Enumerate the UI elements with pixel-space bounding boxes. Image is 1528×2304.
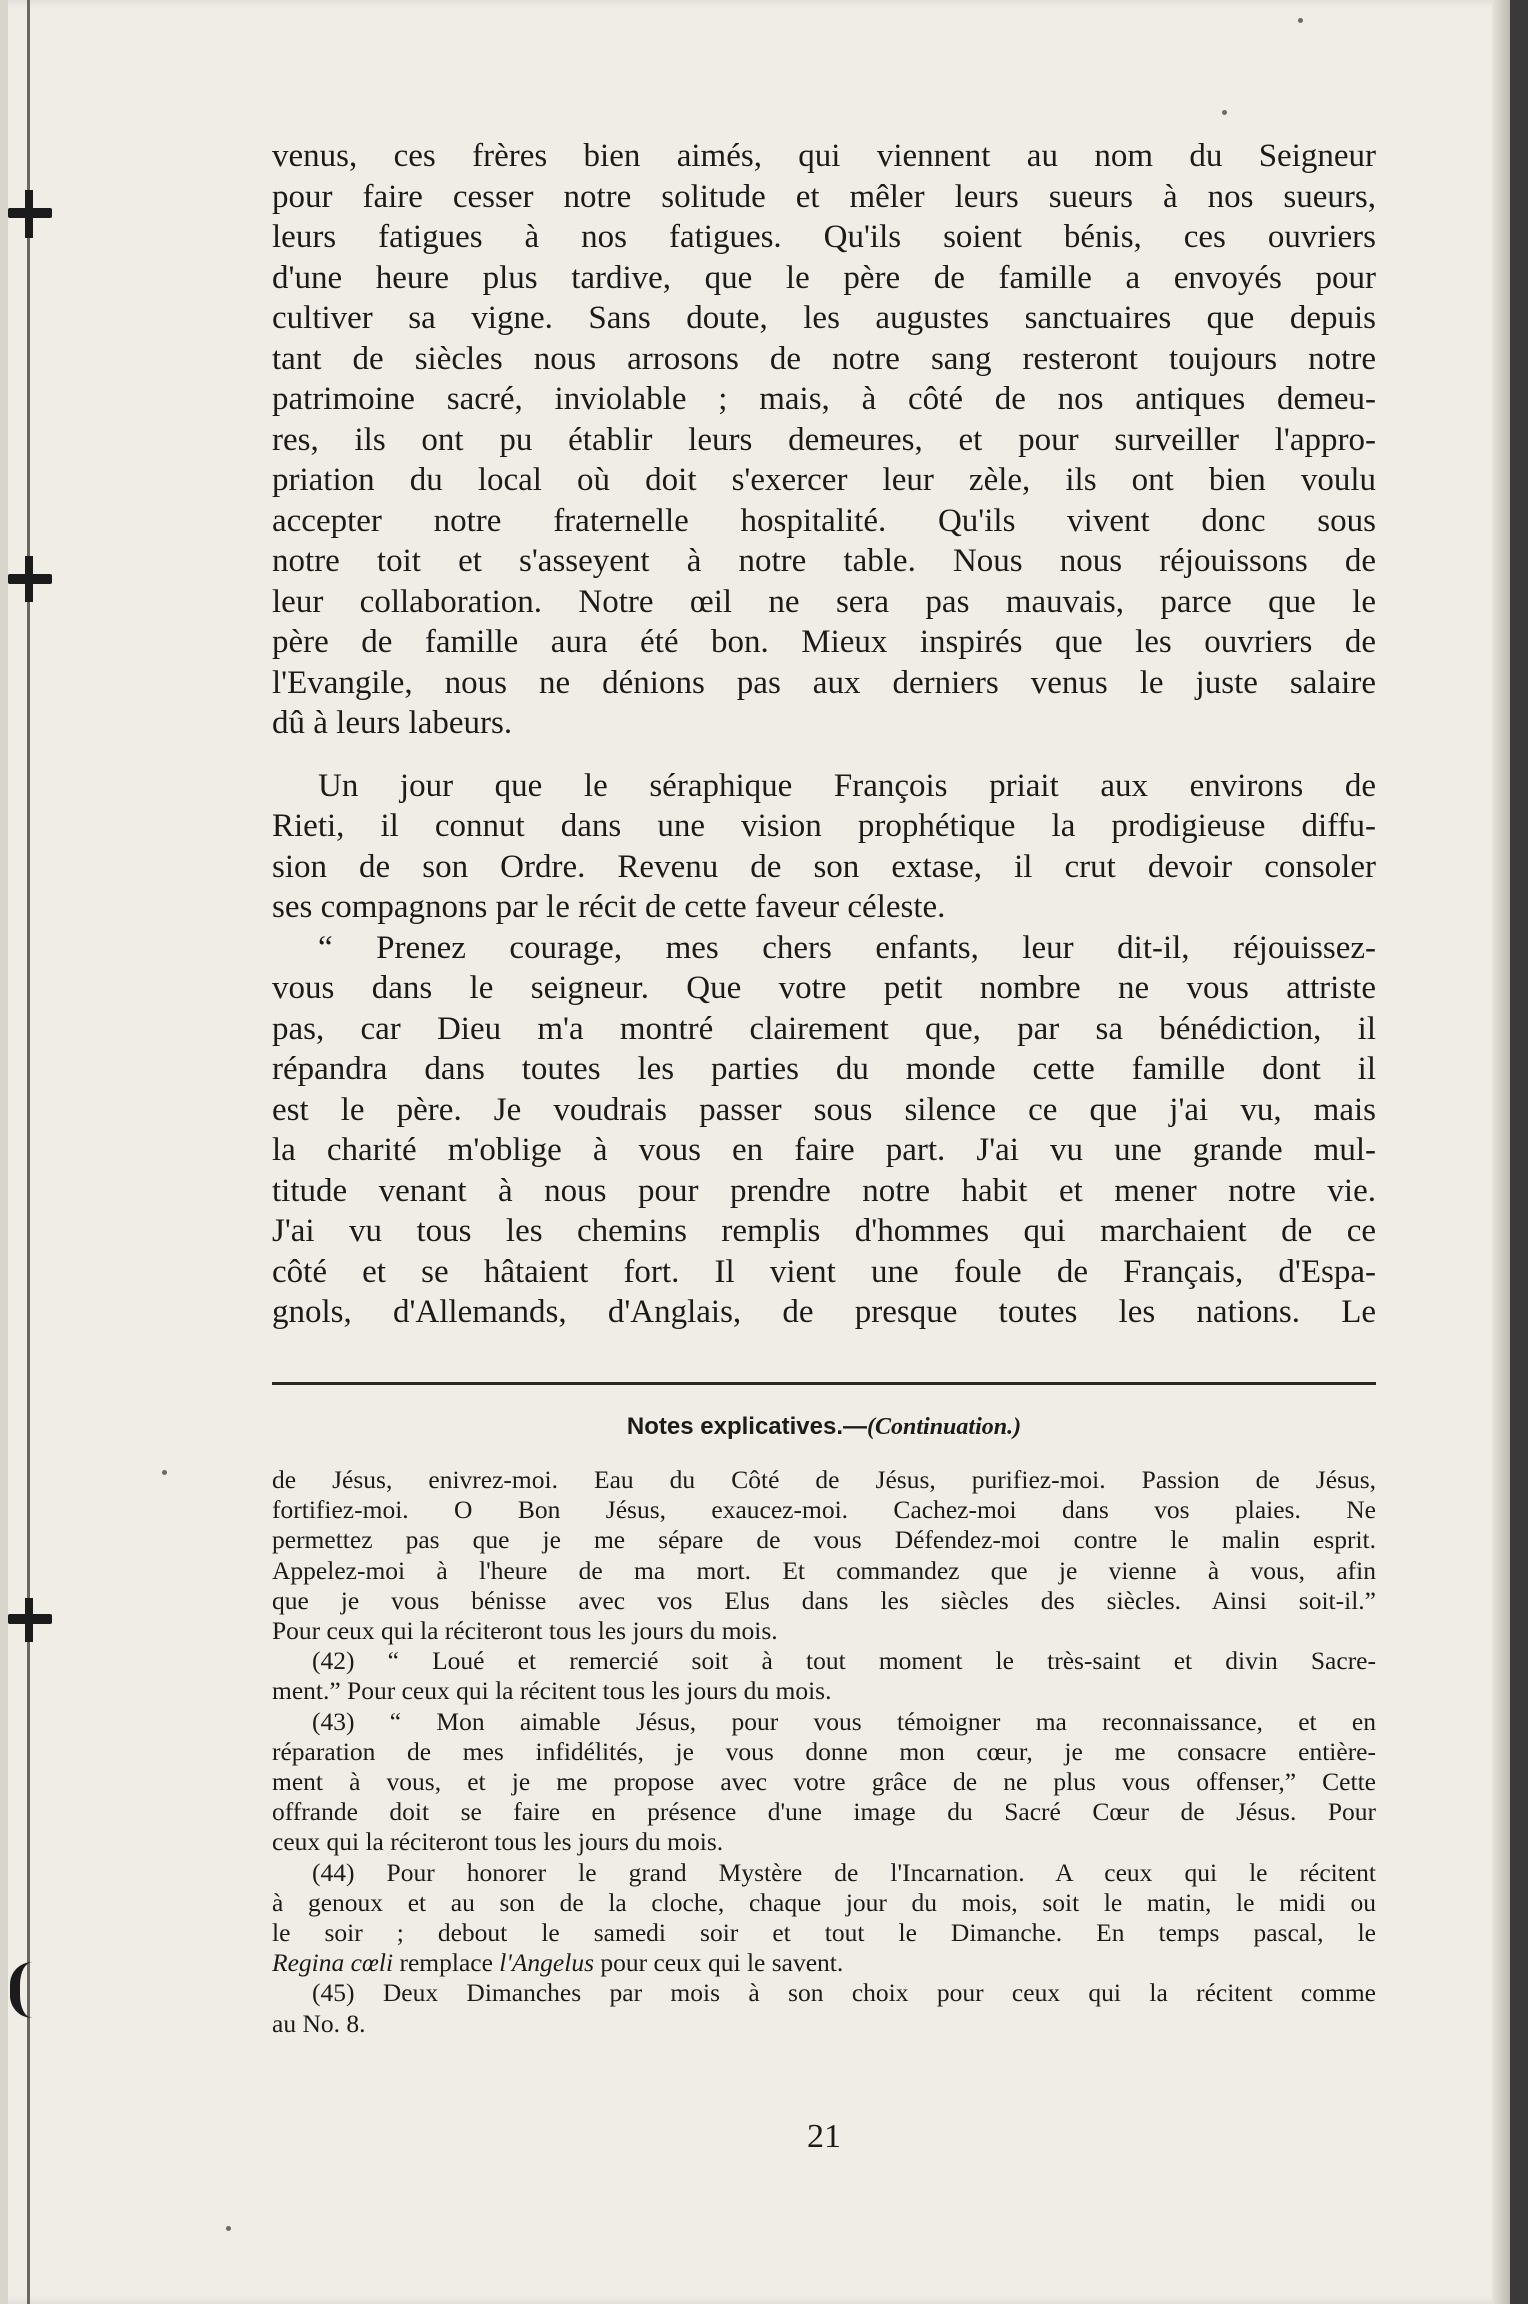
- note-line: permettez pas que je me sépare de vous Défendez-moi contre le malin esprit.: [272, 1525, 1376, 1555]
- text-line: titude venant à nous pour prendre notre habit et mener notre vie.: [272, 1172, 1376, 1209]
- paragraph-gap: [272, 744, 1376, 766]
- note-continued: [272, 1465, 1376, 1646]
- note-line: ment à vous, et je me propose avec votre grâce de ne plus vous offenser,” Cette: [272, 1767, 1376, 1797]
- text-line: “ Prenez courage, mes chers enfants, leur dit-il, réjouissez-: [318, 929, 1376, 966]
- text-line: dû à leurs labeurs.: [272, 705, 513, 741]
- staple-mark: [25, 1598, 33, 1642]
- paragraph-3: [272, 928, 1376, 1333]
- binding-thread: [27, 0, 30, 2304]
- text-line: venus, ces frères bien aimés, qui viennent au nom du Seigneur: [272, 138, 1376, 174]
- note-line: fortifiez-moi. O Bon Jésus, exaucez-moi. Cachez-moi dans vos plaies. Ne: [272, 1495, 1376, 1525]
- scan-border: [1510, 0, 1528, 2304]
- main-text: [272, 136, 1376, 1333]
- text-line: J'ai vu tous les chemins remplis d'hommes qui marchaient de ce: [272, 1213, 1376, 1249]
- text-line: priation du local où doit s'exercer leur zèle, ils ont bien voulu: [272, 462, 1376, 498]
- notes-heading-continuation: (Continuation.): [867, 1414, 1022, 1440]
- text-line: est le père. Je voudrais passer sous silence ce que j'ai vu, mais: [272, 1091, 1376, 1128]
- text-line: la charité m'oblige à vous en faire part. J'ai vu une grande mul-: [272, 1132, 1376, 1168]
- note-line: Appelez-moi à l'heure de ma mort. Et commandez que je vienne à vous, afin: [272, 1555, 1376, 1585]
- note-line: [272, 1948, 1376, 1978]
- note-44: [272, 1858, 1376, 1979]
- staple-mark: [25, 190, 33, 238]
- ink-speck: [162, 1470, 167, 1475]
- ink-speck: [1298, 18, 1303, 23]
- staple-mark: [25, 556, 33, 602]
- paragraph-1: [272, 136, 1376, 744]
- note-45: [272, 1978, 1376, 2038]
- text-line: pour faire cesser notre solitude et mêler leurs sueurs à nos sueurs,: [272, 178, 1376, 215]
- note-line: à genoux et au son de la cloche, chaque jour du mois, soit le matin, le midi ou: [272, 1887, 1376, 1917]
- note-43: [272, 1707, 1376, 1858]
- text-line: sion de son Ordre. Revenu de son extase, il crut devoir consoler: [272, 848, 1376, 885]
- text-line: gnols, d'Allemands, d'Anglais, de presque toutes les nations. Le: [272, 1294, 1376, 1330]
- paragraph-2: [272, 766, 1376, 928]
- text-line: leurs fatigues à nos fatigues. Qu'ils soient bénis, ces ouvriers: [272, 219, 1376, 255]
- note-text: remplace: [393, 1948, 500, 1978]
- text-line: père de famille aura été bon. Mieux inspirés que les ouvriers de: [272, 624, 1376, 660]
- note-text: pour ceux qui le savent.: [594, 1948, 844, 1978]
- note-line: réparation de mes infidélités, je vous donne mon cœur, je me consacre entière-: [272, 1736, 1376, 1766]
- page-number: 21: [807, 2118, 841, 2155]
- text-line: res, ils ont pu établir leurs demeures, et pour surveiller l'appro-: [272, 421, 1376, 458]
- text-line: Rieti, il connut dans une vision prophétique la prodigieuse diffu-: [272, 808, 1376, 844]
- ink-speck: [1222, 110, 1227, 115]
- note-line: (44) Pour honorer le grand Mystère de l'Incarnation. A ceux qui le récitent: [312, 1857, 1376, 1887]
- binding-edge: [0, 0, 8, 2304]
- text-line: pas, car Dieu m'a montré clairement que, par sa bénédiction, il: [272, 1010, 1376, 1047]
- text-line: Un jour que le séraphique François priait aux environs de: [318, 767, 1376, 804]
- italic-text: l'Angelus: [499, 1948, 594, 1978]
- text-line: d'une heure plus tardive, que le père de famille a envoyés pour: [272, 259, 1376, 296]
- notes-heading: [272, 1413, 1376, 1441]
- note-line: (42) “ Loué et remercié soit à tout moment le très-saint et divin Sacre-: [312, 1646, 1376, 1676]
- text-line: tant de siècles nous arrosons de notre sang resteront toujours notre: [272, 340, 1376, 377]
- text-line: accepter notre fraternelle hospitalité. Qu'ils vivent donc sous: [272, 502, 1376, 539]
- text-line: côté et se hâtaient fort. Il vient une foule de Français, d'Espa-: [272, 1253, 1376, 1290]
- note-line: (43) “ Mon aimable Jésus, pour vous témoigner ma reconnaissance, et en: [312, 1706, 1376, 1736]
- staple-mark: [10, 1962, 66, 2018]
- text-line: ses compagnons par le récit de cette faveur céleste.: [272, 889, 946, 925]
- note-line: offrande doit se faire en présence d'une image du Sacré Cœur de Jésus. Pour: [272, 1797, 1376, 1827]
- note-line: le soir ; debout le samedi soir et tout le Dimanche. En temps pascal, le: [272, 1918, 1376, 1948]
- text-line: notre toit et s'asseyent à notre table. Nous nous réjouissons de: [272, 543, 1376, 579]
- note-line: ment.” Pour ceux qui la récitent tous les jours du mois.: [272, 1676, 832, 1706]
- text-line: patrimoine sacré, inviolable ; mais, à côté de nos antiques demeu-: [272, 381, 1376, 417]
- text-line: répandra dans toutes les parties du monde cette famille dont il: [272, 1051, 1376, 1087]
- footnote-divider: [272, 1382, 1376, 1385]
- note-line: que je vous bénisse avec vos Elus dans les siècles des siècles. Ainsi soit-il.”: [272, 1585, 1376, 1615]
- note-line: ceux qui la réciteront tous les jours du mois.: [272, 1827, 724, 1857]
- note-line: de Jésus, enivrez-moi. Eau du Côté de Jésus, purifiez-moi. Passion de Jésus,: [272, 1465, 1376, 1494]
- italic-text: Regina cœli: [272, 1948, 394, 1978]
- note-line: (45) Deux Dimanches par mois à son choix pour ceux qui la récitent comme: [312, 1978, 1376, 2008]
- note-42: [272, 1646, 1376, 1706]
- note-line: au No. 8.: [272, 2008, 366, 2038]
- text-line: l'Evangile, nous ne dénions pas aux derniers venus le juste salaire: [272, 664, 1376, 701]
- ink-speck: [226, 2226, 231, 2231]
- text-line: vous dans le seigneur. Que votre petit nombre ne vous attriste: [272, 970, 1376, 1006]
- footnotes: [272, 1465, 1376, 2039]
- text-line: leur collaboration. Notre œil ne sera pas mauvais, parce que le: [272, 583, 1376, 620]
- notes-heading-title: Notes explicatives.—: [626, 1413, 868, 1440]
- note-line: Pour ceux qui la réciteront tous les jours du mois.: [272, 1616, 778, 1646]
- text-line: cultiver sa vigne. Sans doute, les augustes sanctuaires que depuis: [272, 300, 1376, 336]
